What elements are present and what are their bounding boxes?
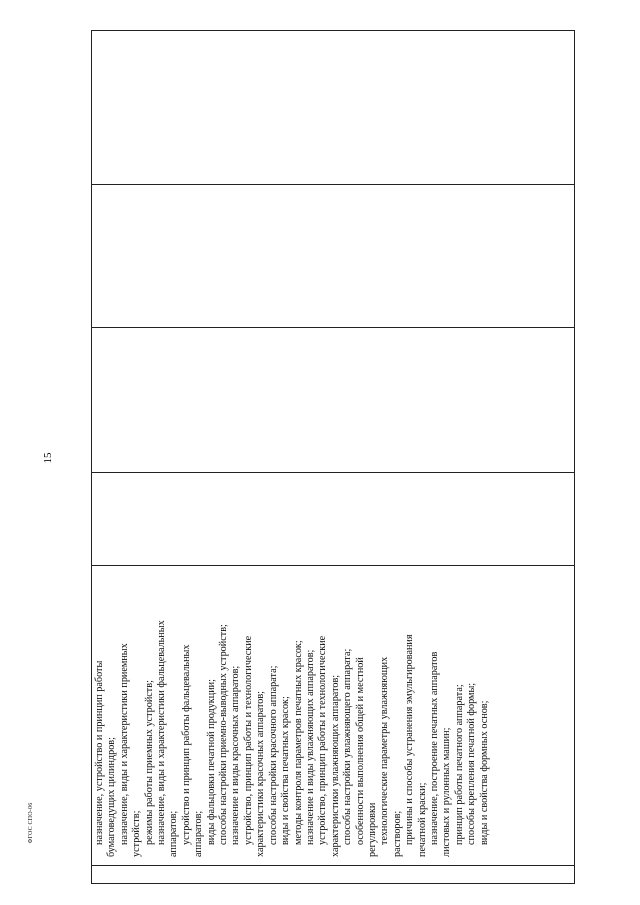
table-line: способы настройки увлажняющего аппарата; <box>342 648 354 845</box>
rotated-table <box>91 30 575 884</box>
table-grid <box>92 31 574 883</box>
table-line: методы контроля параметров печатных красок; <box>292 640 304 845</box>
table-line: особенности выполнения общей и местной <box>354 657 366 845</box>
table-line: причины и способы устранения эмульгирования <box>404 634 416 845</box>
table-line: назначение, устройство и принцип работы <box>94 660 105 845</box>
table-line: назначение, построение печатных аппаратов <box>428 651 440 845</box>
table-column-5 <box>92 31 574 184</box>
table-line: аппаратов; <box>168 810 180 857</box>
table-column-2 <box>92 472 574 565</box>
table-line: листовых и рулонных машин; <box>441 727 453 857</box>
table-line: назначение и виды красочных аппаратов; <box>230 665 242 845</box>
table-line: назначение, виды и характеристики фальцевальных <box>156 620 168 845</box>
table-line: режимы работы приемных устройств; <box>143 680 155 845</box>
table-line: бумаговедущих цилиндров; <box>106 737 118 857</box>
table-line: устройство, принцип работы и технологические <box>317 635 329 845</box>
table-line: аппаратов; <box>193 810 205 857</box>
table-line: печатной краски; <box>416 782 428 857</box>
table-line: виды и свойства формных основ; <box>478 700 490 845</box>
table-line: назначение, виды и характеристики приемных <box>118 643 130 845</box>
table-line: технологические параметры увлажняющих <box>379 656 391 845</box>
table-line: устройство, принцип работы и технологические <box>242 635 254 845</box>
table-column-3 <box>92 327 574 472</box>
table-line: устройство и принцип работы фальцевальных <box>180 644 192 845</box>
table-line: устройств; <box>131 810 143 857</box>
table-line: регулировки <box>366 802 378 857</box>
table-line: способы крепления печатной формы; <box>466 682 478 845</box>
table-line: виды и свойства печатных красок; <box>280 696 292 845</box>
table-line: принцип работы печатного аппарата; <box>453 684 465 845</box>
table-line: растворов; <box>391 810 403 857</box>
table-line: характеристики увлажняющих аппаратов; <box>329 674 341 857</box>
table-line: назначение и виды увлажняющих аппаратов; <box>304 649 316 845</box>
table-column-index <box>92 865 574 883</box>
table-column-4 <box>92 184 574 327</box>
table-line: виды фальцовки печатной продукции; <box>205 679 217 845</box>
footer-code: ФГОС СПО-06 <box>28 802 34 844</box>
table-line: характеристики красочных аппаратов; <box>255 691 267 857</box>
page-number: 15 <box>42 452 54 464</box>
table-line: способы настройки приемно-выводных устройств; <box>218 624 230 845</box>
table-column-content <box>92 565 574 865</box>
table-stage <box>92 31 574 883</box>
table-line: способы настройки красочного аппарата; <box>267 665 279 845</box>
